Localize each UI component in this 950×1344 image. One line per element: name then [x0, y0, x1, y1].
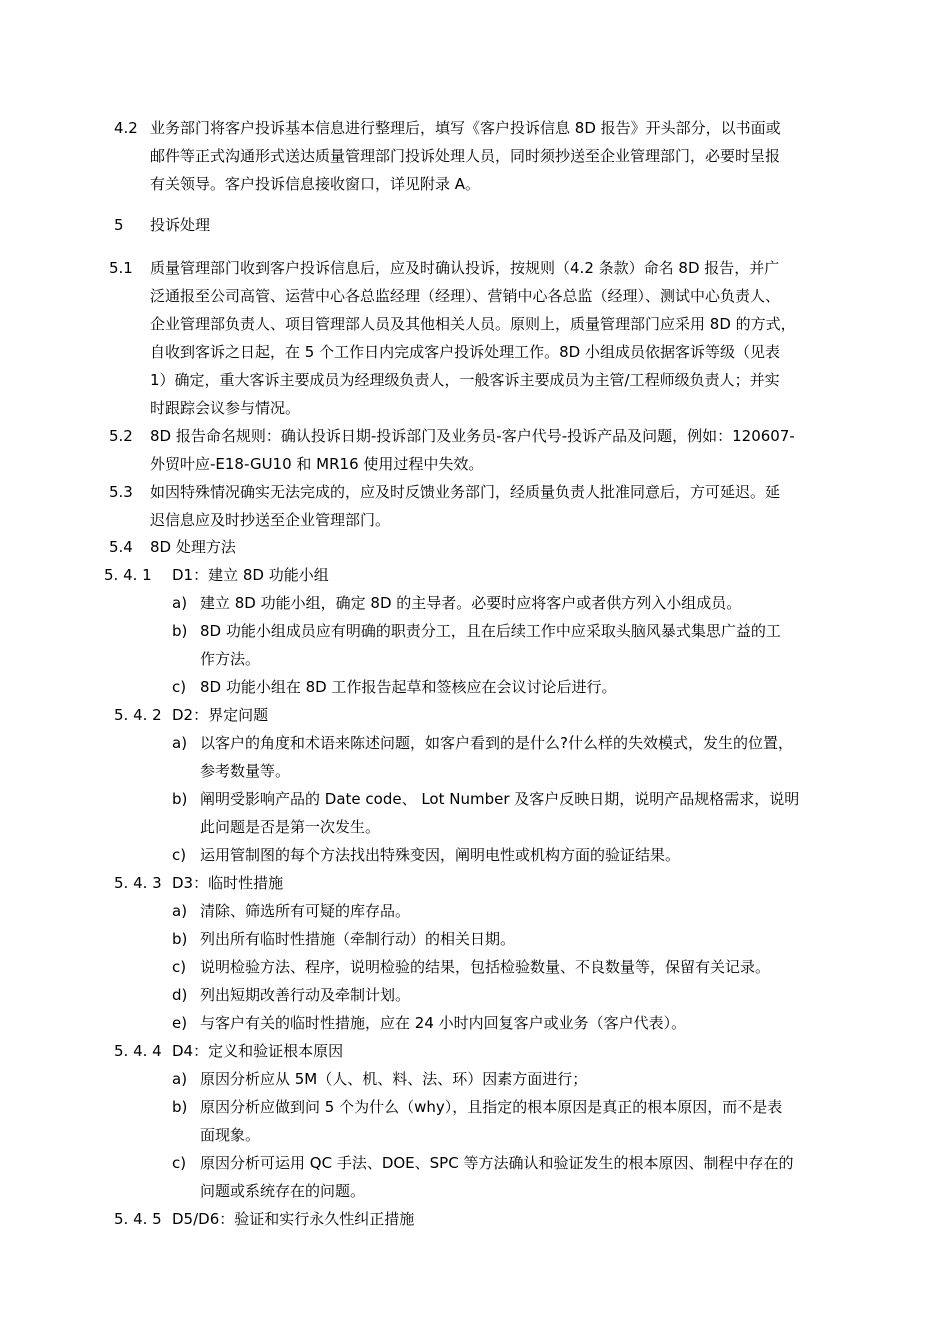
- paragraph-line: 有关领导。客户投诉信息接收窗口，详见附录 A。: [150, 175, 481, 193]
- list-item-text: 原因分析应从 5M（人、机、料、法、环）因素方面进行；: [200, 1070, 588, 1088]
- section-number: 5. 4. 4: [114, 1042, 162, 1060]
- list-item-text: 此问题是否是第一次发生。: [200, 818, 381, 836]
- section-number: 5. 4. 2: [114, 706, 162, 724]
- list-item-label: b): [172, 930, 188, 948]
- list-item-label: c): [172, 678, 187, 696]
- paragraph-line: 8D 报告命名规则：确认投诉日期-投诉部门及业务员-客户代号-投诉产品及问题，例如：120607-: [150, 427, 795, 445]
- list-item-text: 列出所有临时性措施（牵制行动）的相关日期。: [200, 930, 516, 948]
- section-title: D4：定义和验证根本原因: [172, 1042, 344, 1060]
- paragraph-line: 外贸叶应-E18-GU10 和 MR16 使用过程中失效。: [150, 455, 484, 473]
- paragraph-line: 迟信息应及时抄送至企业管理部门。: [150, 511, 391, 529]
- paragraph-line: 邮件等正式沟通形式送达质量管理部门投诉处理人员，同时须抄送至企业管理部门，必要时呈报: [150, 147, 781, 165]
- paragraph-line: 自收到客诉之日起，在 5 个工作日内完成客户投诉处理工作。8D 小组成员依据客诉等级（见表: [150, 343, 780, 361]
- list-item-text: 原因分析应做到问 5 个为什么（why），且指定的根本原因是真正的根本原因，而不是表: [200, 1098, 783, 1116]
- list-item-label: a): [172, 1070, 188, 1088]
- section-number: 5. 4. 1: [104, 566, 152, 584]
- section-number: 5: [114, 216, 124, 234]
- list-item-text: 列出短期改善行动及牵制计划。: [200, 986, 411, 1004]
- list-item-text: 运用管制图的每个方法找出特殊变因，阐明电性或机构方面的验证结果。: [200, 846, 681, 864]
- list-item-text: 建立 8D 功能小组，确定 8D 的主导者。必要时应将客户或者供方列入小组成员。: [200, 594, 742, 612]
- list-item-text: 8D 功能小组在 8D 工作报告起草和签核应在会议讨论后进行。: [200, 678, 617, 696]
- list-item-label: a): [172, 594, 188, 612]
- paragraph-line: 业务部门将客户投诉基本信息进行整理后，填写《客户投诉信息 8D 报告》开头部分，以书面或: [150, 119, 781, 137]
- list-item-text: 与客户有关的临时性措施，应在 24 小时内回复客户或业务（客户代表）。: [200, 1014, 687, 1032]
- section-title: D1：建立 8D 功能小组: [172, 566, 329, 584]
- list-item-label: b): [172, 622, 188, 640]
- section-number: 5. 4. 3: [114, 874, 162, 892]
- section-number: 5.1: [109, 259, 133, 277]
- section-title: D3：临时性措施: [172, 874, 284, 892]
- list-item-text: 参考数量等。: [200, 762, 291, 780]
- list-item-text: 清除、筛选所有可疑的库存品。: [200, 902, 411, 920]
- list-item-text: 问题或系统存在的问题。: [200, 1182, 366, 1200]
- paragraph-line: 1）确定，重大客诉主要成员为经理级负责人，一般客诉主要成员为主管/工程师级负责人；并实: [150, 371, 780, 389]
- list-item-text: 以客户的角度和术语来陈述问题，如客户看到的是什么?什么样的失效模式，发生的位置，: [200, 734, 793, 752]
- list-item-label: a): [172, 734, 188, 752]
- list-item-label: c): [172, 846, 187, 864]
- section-number: 5. 4. 5: [114, 1210, 162, 1228]
- list-item-label: b): [172, 790, 188, 808]
- paragraph-line: 时跟踪会议参与情况。: [150, 399, 301, 417]
- section-number: 4.2: [114, 119, 138, 137]
- list-item-text: 8D 功能小组成员应有明确的职责分工，且在后续工作中应采取头脑风暴式集思广益的工: [200, 622, 781, 640]
- list-item-text: 作方法。: [200, 650, 261, 668]
- paragraph-line: 质量管理部门收到客户投诉信息后，应及时确认投诉，按规则（4.2 条款）命名 8D 报告，并广: [150, 259, 780, 277]
- list-item-label: c): [172, 1154, 187, 1172]
- paragraph-line: 如因特殊情况确实无法完成的，应及时反馈业务部门，经质量负责人批准同意后，方可延迟。延: [150, 483, 781, 501]
- section-title: D5/D6：验证和实行永久性纠正措施: [172, 1210, 415, 1228]
- section-number: 5.3: [109, 483, 133, 501]
- list-item-text: 阐明受影响产品的 Date code、 Lot Number 及客户反映日期，说明产品规格需求，说明: [200, 790, 800, 808]
- list-item-text: 原因分析可运用 QC 手法、DOE、SPC 等方法确认和验证发生的根本原因、制程中存在的: [200, 1154, 794, 1172]
- list-item-label: d): [172, 986, 188, 1004]
- list-item-text: 说明检验方法、程序，说明检验的结果，包括检验数量、不良数量等，保留有关记录。: [200, 958, 771, 976]
- section-title: 8D 处理方法: [150, 538, 236, 556]
- list-item-label: b): [172, 1098, 188, 1116]
- section-number: 5.2: [109, 427, 133, 445]
- section-title: D2：界定问题: [172, 706, 269, 724]
- section-title: 投诉处理: [150, 216, 211, 234]
- paragraph-line: 企业管理部负责人、项目管理部人员及其他相关人员。原则上，质量管理部门应采用 8D 的方式，: [150, 315, 796, 333]
- section-number: 5.4: [109, 538, 133, 556]
- paragraph-line: 泛通报至公司高管、运营中心各总监经理（经理）、营销中心各总监（经理）、测试中心负责人、: [150, 287, 781, 305]
- list-item-label: e): [172, 1014, 188, 1032]
- list-item-label: c): [172, 958, 187, 976]
- list-item-label: a): [172, 902, 188, 920]
- list-item-text: 面现象。: [200, 1126, 261, 1144]
